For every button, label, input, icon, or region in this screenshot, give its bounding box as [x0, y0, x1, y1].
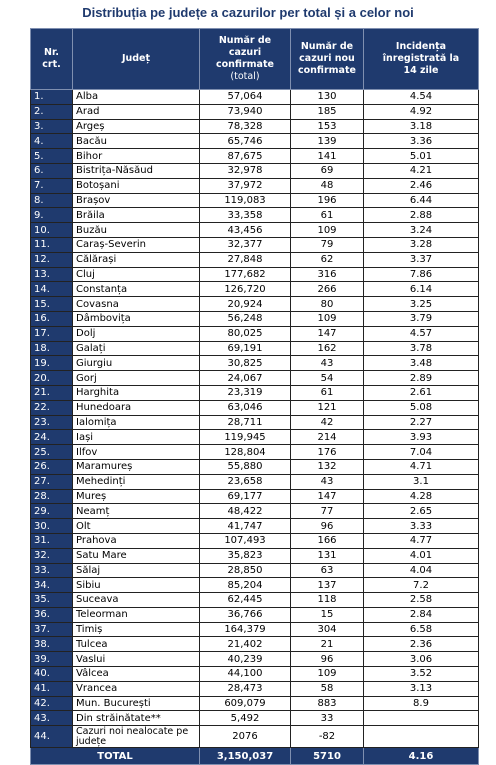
row-judet: Bistrița-Năsăud	[73, 163, 200, 178]
row-number: 27.	[31, 474, 73, 489]
row-judet: Covasna	[73, 297, 200, 312]
row-judet: Giurgiu	[73, 356, 200, 371]
row-incidence: 3.48	[364, 356, 479, 371]
row-judet: Dolj	[73, 326, 200, 341]
row-number: 37.	[31, 622, 73, 637]
row-judet: Arad	[73, 104, 200, 119]
total-confirmed: 3,150,037	[200, 748, 291, 765]
row-confirmed: 28,850	[200, 563, 291, 578]
row-judet: Ilfov	[73, 445, 200, 460]
row-confirmed: 41,747	[200, 519, 291, 534]
table-row	[31, 415, 479, 430]
total-incidence: 4.16	[364, 748, 479, 765]
row-incidence: 2.84	[364, 607, 479, 622]
row-incidence: 3.18	[364, 119, 479, 134]
row-new: 131	[291, 548, 364, 563]
table-row	[31, 282, 479, 297]
row-number: 8.	[31, 193, 73, 208]
row-judet: Teleorman	[73, 607, 200, 622]
row-confirmed: 35,823	[200, 548, 291, 563]
table-row	[31, 252, 479, 267]
table-row	[31, 149, 479, 164]
row-new: 109	[291, 311, 364, 326]
row-confirmed: 87,675	[200, 149, 291, 164]
total-label: TOTAL	[31, 748, 200, 765]
row-confirmed: 119,945	[200, 430, 291, 445]
row-incidence: 3.37	[364, 252, 479, 267]
table-row	[31, 563, 479, 578]
page-title: Distribuția pe județe a cazurilor per total și a celor noi	[82, 5, 414, 20]
county-table	[30, 28, 479, 765]
row-number: 13.	[31, 267, 73, 282]
row-incidence: 3.52	[364, 667, 479, 682]
row-incidence	[364, 711, 479, 726]
row-confirmed: 73,940	[200, 104, 291, 119]
row-incidence: 3.1	[364, 474, 479, 489]
row-confirmed: 33,358	[200, 208, 291, 223]
row-confirmed: 164,379	[200, 622, 291, 637]
row-judet: Ialomița	[73, 415, 200, 430]
table-row	[31, 104, 479, 119]
table-row	[31, 504, 479, 519]
row-confirmed: 21,402	[200, 637, 291, 652]
row-confirmed: 119,083	[200, 193, 291, 208]
row-incidence: 6.44	[364, 193, 479, 208]
row-confirmed: 43,456	[200, 223, 291, 238]
row-incidence: 4.77	[364, 533, 479, 548]
row-new: 33	[291, 711, 364, 726]
row-number: 42.	[31, 696, 73, 711]
row-number: 41.	[31, 681, 73, 696]
row-incidence: 2.89	[364, 371, 479, 386]
row-confirmed: 28,473	[200, 681, 291, 696]
row-judet: Gorj	[73, 371, 200, 386]
header-nr: Nr. crt.	[31, 29, 73, 90]
row-judet: Constanța	[73, 282, 200, 297]
row-judet: Dâmbovița	[73, 311, 200, 326]
row-new: 266	[291, 282, 364, 297]
row-incidence: 7.2	[364, 578, 479, 593]
row-number: 4.	[31, 134, 73, 149]
row-new: 80	[291, 297, 364, 312]
row-confirmed: 65,746	[200, 134, 291, 149]
row-number: 1.	[31, 90, 73, 105]
row-confirmed: 30,825	[200, 356, 291, 371]
row-judet: Botoșani	[73, 178, 200, 193]
row-judet: Satu Mare	[73, 548, 200, 563]
row-new: 77	[291, 504, 364, 519]
row-judet: Sibiu	[73, 578, 200, 593]
row-judet: Sălaj	[73, 563, 200, 578]
row-number: 18.	[31, 341, 73, 356]
row-new: 48	[291, 178, 364, 193]
row-number: 35.	[31, 593, 73, 608]
row-confirmed: 609,079	[200, 696, 291, 711]
row-number: 28.	[31, 489, 73, 504]
row-confirmed: 55,880	[200, 459, 291, 474]
total-new: 5710	[291, 748, 364, 765]
row-new: 21	[291, 637, 364, 652]
row-new: 118	[291, 593, 364, 608]
row-number: 5.	[31, 149, 73, 164]
row-number: 36.	[31, 607, 73, 622]
table-row	[31, 371, 479, 386]
table-row	[31, 519, 479, 534]
row-new: 147	[291, 489, 364, 504]
row-incidence: 2.61	[364, 385, 479, 400]
row-new: 109	[291, 223, 364, 238]
row-confirmed: 20,924	[200, 297, 291, 312]
row-number: 12.	[31, 252, 73, 267]
row-incidence: 3.28	[364, 237, 479, 252]
row-new: 141	[291, 149, 364, 164]
row-new: 162	[291, 341, 364, 356]
row-incidence: 5.01	[364, 149, 479, 164]
row-number: 16.	[31, 311, 73, 326]
row-new: 176	[291, 445, 364, 460]
row-incidence: 2.88	[364, 208, 479, 223]
row-judet: Maramureș	[73, 459, 200, 474]
row-incidence: 3.25	[364, 297, 479, 312]
row-judet: Mun. București	[73, 696, 200, 711]
row-number: 9.	[31, 208, 73, 223]
row-number: 38.	[31, 637, 73, 652]
row-number: 26.	[31, 459, 73, 474]
table-row	[31, 400, 479, 415]
row-judet: Vaslui	[73, 652, 200, 667]
header-judet: Județ	[73, 29, 200, 90]
row-confirmed: 32,377	[200, 237, 291, 252]
table-row	[31, 178, 479, 193]
row-number: 15.	[31, 297, 73, 312]
table-row	[31, 193, 479, 208]
table-row	[31, 267, 479, 282]
row-number: 24.	[31, 430, 73, 445]
row-judet: Alba	[73, 90, 200, 105]
row-number: 3.	[31, 119, 73, 134]
row-incidence: 3.13	[364, 681, 479, 696]
row-new: 58	[291, 681, 364, 696]
row-judet: Călărași	[73, 252, 200, 267]
table-row	[31, 578, 479, 593]
table-row	[31, 622, 479, 637]
row-incidence: 4.57	[364, 326, 479, 341]
row-new: 121	[291, 400, 364, 415]
row-incidence: 2.36	[364, 637, 479, 652]
row-confirmed: 78,328	[200, 119, 291, 134]
row-judet: Galați	[73, 341, 200, 356]
table-row	[31, 726, 479, 748]
table-row	[31, 119, 479, 134]
header-incidence: Incidența înregistrată la 14 zile	[364, 29, 479, 90]
row-confirmed: 32,978	[200, 163, 291, 178]
row-judet: Timiș	[73, 622, 200, 637]
row-new: 185	[291, 104, 364, 119]
row-confirmed: 24,067	[200, 371, 291, 386]
row-new: 42	[291, 415, 364, 430]
row-number: 30.	[31, 519, 73, 534]
row-judet: Vrancea	[73, 681, 200, 696]
row-judet: Brăila	[73, 208, 200, 223]
row-new: 316	[291, 267, 364, 282]
row-confirmed: 85,204	[200, 578, 291, 593]
row-number: 40.	[31, 667, 73, 682]
row-incidence: 3.93	[364, 430, 479, 445]
table-row	[31, 667, 479, 682]
row-judet: Bacău	[73, 134, 200, 149]
row-confirmed: 177,682	[200, 267, 291, 282]
header-row	[31, 29, 479, 90]
row-number: 6.	[31, 163, 73, 178]
total-row	[31, 748, 479, 765]
row-confirmed: 5,492	[200, 711, 291, 726]
row-new: 166	[291, 533, 364, 548]
row-incidence: 3.24	[364, 223, 479, 238]
table-row	[31, 711, 479, 726]
row-incidence: 4.04	[364, 563, 479, 578]
row-confirmed: 69,191	[200, 341, 291, 356]
row-new: 883	[291, 696, 364, 711]
table-row	[31, 356, 479, 371]
row-judet: Caraș-Severin	[73, 237, 200, 252]
row-new: 214	[291, 430, 364, 445]
table-row	[31, 208, 479, 223]
row-incidence: 7.04	[364, 445, 479, 460]
row-judet: Harghita	[73, 385, 200, 400]
row-confirmed: 28,711	[200, 415, 291, 430]
row-confirmed: 126,720	[200, 282, 291, 297]
table-row	[31, 90, 479, 105]
header-confirmed: Număr de cazuri confirmate (total)	[200, 29, 291, 90]
row-confirmed: 44,100	[200, 667, 291, 682]
row-incidence: 4.92	[364, 104, 479, 119]
row-incidence: 3.78	[364, 341, 479, 356]
row-judet: Olt	[73, 519, 200, 534]
row-number: 33.	[31, 563, 73, 578]
row-judet: Tulcea	[73, 637, 200, 652]
row-confirmed: 37,972	[200, 178, 291, 193]
row-incidence: 7.86	[364, 267, 479, 282]
row-confirmed: 63,046	[200, 400, 291, 415]
table-row	[31, 163, 479, 178]
table-row	[31, 593, 479, 608]
row-new: 15	[291, 607, 364, 622]
table-row	[31, 474, 479, 489]
row-judet: Iași	[73, 430, 200, 445]
row-judet: Din străinătate**	[73, 711, 200, 726]
row-incidence: 4.21	[364, 163, 479, 178]
row-judet: Mehedinți	[73, 474, 200, 489]
row-confirmed: 69,177	[200, 489, 291, 504]
table-row	[31, 223, 479, 238]
row-number: 19.	[31, 356, 73, 371]
table-row	[31, 548, 479, 563]
table-row	[31, 326, 479, 341]
row-new: 139	[291, 134, 364, 149]
row-new: 153	[291, 119, 364, 134]
row-judet: Hunedoara	[73, 400, 200, 415]
row-new: 196	[291, 193, 364, 208]
row-number: 2.	[31, 104, 73, 119]
row-new: 96	[291, 652, 364, 667]
row-number: 25.	[31, 445, 73, 460]
row-new: 130	[291, 90, 364, 105]
table-row	[31, 459, 479, 474]
row-judet: Vâlcea	[73, 667, 200, 682]
row-judet: Cazuri noi nealocate pe județe	[73, 726, 200, 748]
row-number: 44.	[31, 726, 73, 748]
row-incidence	[364, 726, 479, 748]
row-incidence: 3.79	[364, 311, 479, 326]
table-row	[31, 533, 479, 548]
row-new: 63	[291, 563, 364, 578]
row-judet: Prahova	[73, 533, 200, 548]
table-row	[31, 134, 479, 149]
row-new: 147	[291, 326, 364, 341]
header-new: Număr de cazuri nou confirmate	[291, 29, 364, 90]
row-incidence: 4.28	[364, 489, 479, 504]
row-confirmed: 23,319	[200, 385, 291, 400]
row-incidence: 6.14	[364, 282, 479, 297]
table-row	[31, 637, 479, 652]
row-incidence: 2.46	[364, 178, 479, 193]
row-new: 137	[291, 578, 364, 593]
row-confirmed: 23,658	[200, 474, 291, 489]
table-row	[31, 237, 479, 252]
row-incidence: 8.9	[364, 696, 479, 711]
row-judet: Brașov	[73, 193, 200, 208]
row-new: 304	[291, 622, 364, 637]
row-confirmed: 62,445	[200, 593, 291, 608]
row-judet: Cluj	[73, 267, 200, 282]
row-confirmed: 56,248	[200, 311, 291, 326]
table-row	[31, 652, 479, 667]
row-number: 32.	[31, 548, 73, 563]
row-number: 21.	[31, 385, 73, 400]
table-row	[31, 696, 479, 711]
row-new: 79	[291, 237, 364, 252]
table-row	[31, 681, 479, 696]
table-row	[31, 311, 479, 326]
row-number: 11.	[31, 237, 73, 252]
row-incidence: 3.33	[364, 519, 479, 534]
row-number: 10.	[31, 223, 73, 238]
row-number: 34.	[31, 578, 73, 593]
row-new: 62	[291, 252, 364, 267]
row-judet: Bihor	[73, 149, 200, 164]
table-row	[31, 341, 479, 356]
row-confirmed: 40,239	[200, 652, 291, 667]
row-confirmed: 57,064	[200, 90, 291, 105]
row-confirmed: 27,848	[200, 252, 291, 267]
row-confirmed: 107,493	[200, 533, 291, 548]
table-row	[31, 607, 479, 622]
table-row	[31, 445, 479, 460]
row-new: 132	[291, 459, 364, 474]
row-number: 23.	[31, 415, 73, 430]
row-incidence: 2.27	[364, 415, 479, 430]
table-row	[31, 430, 479, 445]
row-incidence: 2.58	[364, 593, 479, 608]
row-incidence: 5.08	[364, 400, 479, 415]
row-number: 43.	[31, 711, 73, 726]
row-new: 96	[291, 519, 364, 534]
row-judet: Suceava	[73, 593, 200, 608]
row-new: 69	[291, 163, 364, 178]
row-new: 61	[291, 385, 364, 400]
row-confirmed: 128,804	[200, 445, 291, 460]
row-incidence: 3.06	[364, 652, 479, 667]
row-judet: Neamț	[73, 504, 200, 519]
row-incidence: 4.01	[364, 548, 479, 563]
table-body	[31, 90, 479, 748]
row-incidence: 2.65	[364, 504, 479, 519]
row-new: 43	[291, 474, 364, 489]
row-number: 29.	[31, 504, 73, 519]
row-judet: Mureș	[73, 489, 200, 504]
row-incidence: 4.71	[364, 459, 479, 474]
row-new: 109	[291, 667, 364, 682]
row-number: 20.	[31, 371, 73, 386]
row-confirmed: 2076	[200, 726, 291, 748]
row-number: 31.	[31, 533, 73, 548]
row-judet: Argeș	[73, 119, 200, 134]
table-row	[31, 297, 479, 312]
row-confirmed: 36,766	[200, 607, 291, 622]
row-number: 14.	[31, 282, 73, 297]
row-judet: Buzău	[73, 223, 200, 238]
row-new: 54	[291, 371, 364, 386]
row-number: 7.	[31, 178, 73, 193]
row-confirmed: 80,025	[200, 326, 291, 341]
row-new: 61	[291, 208, 364, 223]
row-incidence: 4.54	[364, 90, 479, 105]
row-incidence: 3.36	[364, 134, 479, 149]
row-confirmed: 48,422	[200, 504, 291, 519]
row-new: 43	[291, 356, 364, 371]
row-number: 22.	[31, 400, 73, 415]
row-number: 17.	[31, 326, 73, 341]
table-row	[31, 489, 479, 504]
row-new: -82	[291, 726, 364, 748]
row-number: 39.	[31, 652, 73, 667]
row-incidence: 6.58	[364, 622, 479, 637]
table-row	[31, 385, 479, 400]
